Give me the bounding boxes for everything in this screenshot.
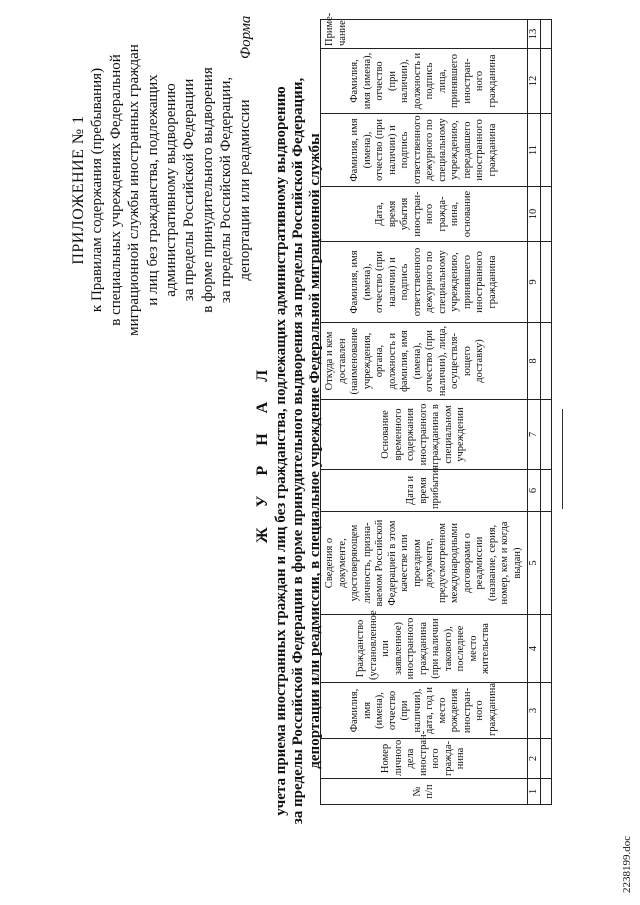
header-cell-handed-over-by-duty-officer: Фамилия, имя (имена), отчество (при наличии) и подпись ответственного дежурного по специальному учреждению, передавшего иностранного гражданина xyxy=(321,114,528,187)
header-cell-accepting-person: Фамилия, имя (имена), отчество (при наличии), должность и подпись лица, принявшего иностран-ного гражданина xyxy=(321,49,528,114)
column-number: 11 xyxy=(528,114,541,187)
subtitle-line: за пределы Российской Федерации в форме принудительного выдворения за пределы Российской Федерации, xyxy=(290,77,306,825)
empty-cell xyxy=(541,20,552,49)
appendix-line: за пределы Российской Федерации, xyxy=(218,76,235,304)
appendix-title: ПРИЛОЖЕНИЕ № 1 xyxy=(70,115,87,265)
appendix-block xyxy=(70,15,254,365)
appendix-line: депортации или реадмиссии xyxy=(236,99,253,281)
column-number: 2 xyxy=(528,739,541,779)
journal-table xyxy=(320,12,552,805)
column-number: 4 xyxy=(528,615,541,683)
column-number: 10 xyxy=(528,187,541,242)
journal-title: Ж У Р Н А Л xyxy=(254,361,271,544)
empty-cell xyxy=(541,49,552,114)
column-number: 8 xyxy=(528,323,541,400)
appendix-line: и лиц без гражданства, подлежащих xyxy=(144,74,161,306)
column-number: 13 xyxy=(528,20,541,49)
column-number: 12 xyxy=(528,49,541,114)
empty-cell xyxy=(541,242,552,323)
journal-subtitle xyxy=(273,17,324,885)
header-cell-arrival-time: Дата и время прибытия xyxy=(321,470,528,512)
empty-cell xyxy=(541,187,552,242)
form-label: Форма xyxy=(238,15,254,59)
empty-cell xyxy=(541,512,552,615)
header-cell-citizenship: Гражданство (установленное или заявленное) иностранного гражданина (при наличии такового), последнее место жительства xyxy=(321,615,528,683)
column-number: 5 xyxy=(528,512,541,615)
column-number: 7 xyxy=(528,400,541,470)
empty-row xyxy=(541,20,552,805)
empty-cell xyxy=(541,114,552,187)
empty-cell xyxy=(541,400,552,470)
header-cell-note: Приме-чание xyxy=(321,20,528,49)
column-number: 6 xyxy=(528,470,541,512)
appendix-line: за пределы Российской Федерации xyxy=(181,78,198,302)
empty-cell xyxy=(541,683,552,739)
document-id: 2238199.doc xyxy=(621,835,633,893)
appendix-line: в форме принудительного выдворения xyxy=(199,67,216,313)
header-row xyxy=(321,20,528,805)
header-cell-full-name: Фамилия, имя (имена), отчество (при наличии), дата, год и место рождения иностран-ного гражданина xyxy=(321,683,528,739)
empty-cell xyxy=(541,615,552,683)
appendix-line: к Правилам содержания (пребывания) xyxy=(89,67,106,313)
appendix-line: в специальных учреждениях Федеральной xyxy=(107,54,124,326)
column-number: 3 xyxy=(528,683,541,739)
header-cell-number: № п/п xyxy=(321,779,528,805)
column-number: 9 xyxy=(528,242,541,323)
header-cell-delivered-by: Откуда и кем доставлен (наименование учреждения, органа, должность и фамилия, имя (имена), отчество (при наличии), лица, осуществля-ющего доставку) xyxy=(321,323,528,400)
empty-cell xyxy=(541,323,552,400)
separator-line xyxy=(562,409,563,509)
subtitle-line: депортации или реадмиссии, в специальное учреждение Федеральной миграционной службы xyxy=(307,133,323,769)
appendix-line: миграционной службы иностранных граждан xyxy=(126,44,143,336)
empty-cell xyxy=(541,470,552,512)
header-cell-departure: Дата, время убытия иностран-ного гражда-нина, основание xyxy=(321,187,528,242)
empty-cell xyxy=(541,779,552,805)
header-cell-detention-basis: Основание временного содержания иностранного гражданина в специальном учреждении xyxy=(321,400,528,470)
column-number-row xyxy=(528,20,541,805)
header-cell-file-number: Номер личного дела иностран-ного гражда-нина xyxy=(321,739,528,779)
header-cell-received-by-duty-officer: Фамилия, имя (имена), отчество (при наличии) и подпись ответственного дежурного по специальному учреждению, принявшего иностранного гражданина xyxy=(321,242,528,323)
header-cell-identity-document: Сведения о документе, удостоверяющем личность, призна-ваемом Российской Федерацией в этом качестве или проездном документе, предусмотренном международными договорами о реадмиссии (название, серия, номер, кем и когда выдан) xyxy=(321,512,528,615)
column-number: 1 xyxy=(528,779,541,805)
subtitle-line: учета приема иностранных граждан и лиц без гражданства, подлежащих административному выдворению xyxy=(273,86,289,816)
appendix-line: административному выдворению xyxy=(163,83,180,297)
empty-cell xyxy=(541,739,552,779)
